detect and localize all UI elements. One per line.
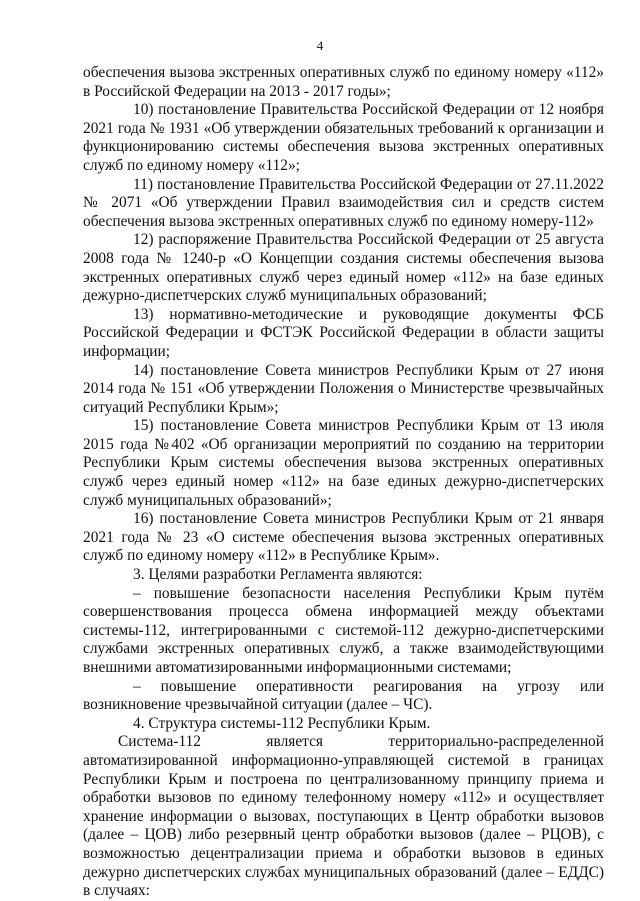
list-item-13: 13) нормативно-методические и руководящие документы ФСБ Российской Федерации и ФСТЭК Российской Федерации в области защиты информации; (83, 305, 604, 360)
list-item-16: 16) постановление Совета министров Республики Крым от 21 января 2021 года № 23 «О системе обеспечения вызова экстренных оперативных служб по единому номеру «112» в Республике Крым». (83, 510, 604, 565)
document-body (83, 64, 604, 901)
section-heading-3: 3. Целями разработки Регламента являются: (133, 566, 423, 584)
list-item-12: 12) распоряжение Правительства Российской Федерации от 25 августа 2008 года № 1240-р «О Концепции создания системы обеспечения вызова экстренных оперативных служб через единый номер «112» на базе единых дежурно-диспетчерских служб муниципальных образований; (83, 231, 604, 305)
system-description-paragraph: Система-112 является территориально-распределенной автоматизированной информационно-управляющей системой в границах Республики Крым и построена по централизованному принципу приема и обработки вызовов по единому телефонному номеру «112» и осуществляет хранение информации о вызовах, поступающих в Центр обработки вызовов (далее – ЦОВ) либо резервный центр обработки вызовов (далее – РЦОВ), с возможностью децентрализации приема и обработки вызовов в единых дежурно диспетчерских службах муниципальных образований (далее – ЕДДС) в случаях: (83, 733, 604, 900)
list-item-10: 10) постановление Правительства Российской Федерации от 12 ноября 2021 года № 1931 «Об утверждении обязательных требований к организации и функционированию системы обеспечения вызова экстренных оперативных служб по единому номеру «112»; (83, 101, 604, 174)
page-number: 4 (316, 38, 324, 53)
section-heading-4: 4. Структура системы-112 Республики Крым. (133, 714, 431, 732)
goal-item-1: – повышение безопасности населения Республики Крым путём совершенствования процесса обмена информацией между объектами системы-112, интегрированными с системой-112 дежурно-диспетчерскими службами экстренных оперативных служб, а также взаимодействующими внешними автоматизированными информационными системами; (83, 584, 604, 676)
goal-item-2: – повышение оперативности реагирования на угрозу или возникновение чрезвычайной ситуации (далее – ЧС). (83, 677, 604, 714)
list-item-15: 15) постановление Совета министров Республики Крым от 13 июля 2015 года №402 «Об организации мероприятий по созданию на территории Республики Крым системы обеспечения вызова экстренных оперативных служб через единый номер «112» на базе единых дежурно-диспетчерских служб муниципальных образований»; (83, 417, 604, 509)
list-item-11: 11) постановление Правительства Российской Федерации от 27.11.2022 № 2071 «Об утверждении Правил взаимодействия сил и средств систем обеспечения вызова экстренных оперативных служб по единому номеру-112» (83, 175, 604, 230)
paragraph-continuation: обеспечения вызова экстренных оперативных служб по единому номеру «112» в Российской Федерации на 2013 - 2017 годы»; (83, 64, 604, 100)
list-item-14: 14) постановление Совета министров Республики Крым от 27 июня 2014 года № 151 «Об утверждении Положения о Министерстве чрезвычайных ситуаций Республики Крым»; (83, 361, 604, 416)
